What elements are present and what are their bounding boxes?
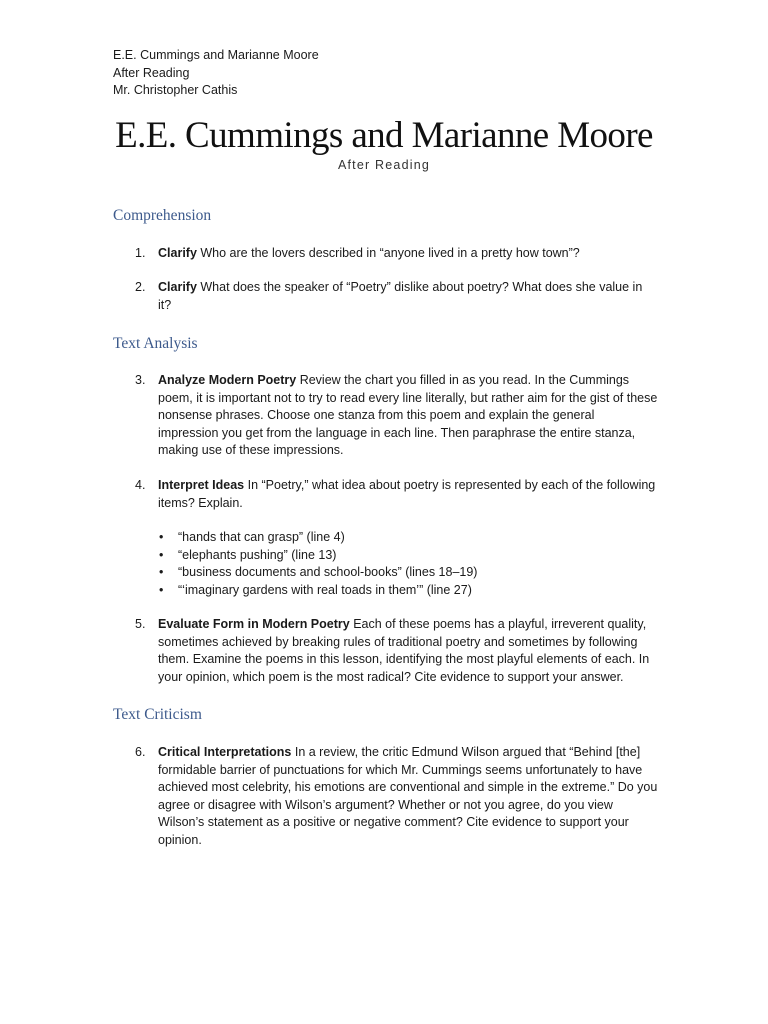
page-title: E.E. Cummings and Marianne Moore	[115, 115, 653, 156]
question-label: Evaluate Form in Modern Poetry	[158, 617, 350, 631]
list-item	[159, 529, 477, 547]
bullet-icon: •	[159, 582, 164, 597]
question-number: 4.	[135, 478, 146, 492]
list-item-text: “‘imaginary gardens with real toads in them’” (line 27)	[178, 582, 472, 597]
bullet-icon: •	[159, 530, 164, 544]
question-4-items-list	[159, 529, 478, 599]
question-number: 3.	[135, 373, 146, 387]
list-item	[159, 547, 477, 565]
question-4	[135, 477, 658, 512]
header-line-title: E.E. Cummings and Marianne Moore	[113, 48, 319, 62]
question-label: Analyze Modern Poetry	[158, 373, 297, 387]
question-6	[135, 744, 658, 849]
list-item	[159, 564, 478, 582]
question-1	[135, 245, 658, 263]
question-label: Clarify	[158, 280, 197, 294]
question-number: 5.	[135, 617, 146, 631]
question-text: Review the chart you filled in as you read. In the Cummings poem, it is important not to try to read every line literally, but rather aim for the gist of these nonsense phrases. Choose one stanza from this poem and explain the general impression you get from the language in each line. Then paraphrase the entire stanza, making use of these impressions.	[158, 373, 658, 457]
list-item-text: “elephants pushing” (line 13)	[178, 547, 337, 562]
question-number: 6.	[135, 745, 146, 759]
question-label: Critical Interpretations	[158, 745, 292, 759]
section-heading-text-analysis: Text Analysis	[113, 335, 198, 352]
question-text: In a review, the critic Edmund Wilson argued that “Behind [the] formidable barrier of punctuations for which Mr. Cummings seems unfortunately to have achieved most celebrity, his emotions are conventional and simple in the extreme.” Do you agree or disagree with Wilson’s argument? Whether or not you agree, do you view Wilson’s statement as a positive or negative comment? Cite evidence to support your opinion.	[158, 745, 658, 847]
document-header	[113, 47, 319, 100]
list-item-text: “hands that can grasp” (line 4)	[178, 530, 345, 544]
bullet-icon: •	[159, 565, 164, 579]
section-heading-text-criticism: Text Criticism	[113, 706, 202, 723]
page-subtitle: After Reading	[337, 158, 431, 172]
question-text: Who are the lovers described in “anyone lived in a pretty how town”?	[196, 246, 580, 260]
question-2	[135, 279, 658, 314]
question-5	[135, 616, 658, 686]
list-item	[159, 582, 477, 600]
bullet-icon: •	[159, 547, 164, 562]
header-line-author: Mr. Christopher Cathis	[113, 83, 238, 97]
question-number: 1.	[135, 246, 146, 260]
question-text: What does the speaker of “Poetry” dislike about poetry? What does she value in it?	[158, 280, 643, 312]
question-text: Each of these poems has a playful, irreverent quality, sometimes achieved by breaking rules of traditional poetry and sometimes by following them. Examine the poems in this lesson, identifying the most playful elements of each. In your opinion, which poem is the most radical? Cite evidence to support your answer.	[158, 617, 650, 684]
question-3	[135, 372, 658, 460]
header-line-subtitle: After Reading	[113, 65, 190, 80]
question-number: 2.	[135, 280, 146, 294]
question-label: Interpret Ideas	[158, 478, 245, 492]
section-heading-comprehension: Comprehension	[113, 207, 212, 224]
list-item-text: “business documents and school-books” (lines 18–19)	[178, 565, 478, 579]
question-text: In “Poetry,” what idea about poetry is represented by each of the following items? Explain.	[158, 478, 656, 510]
question-label: Clarify	[158, 246, 197, 260]
